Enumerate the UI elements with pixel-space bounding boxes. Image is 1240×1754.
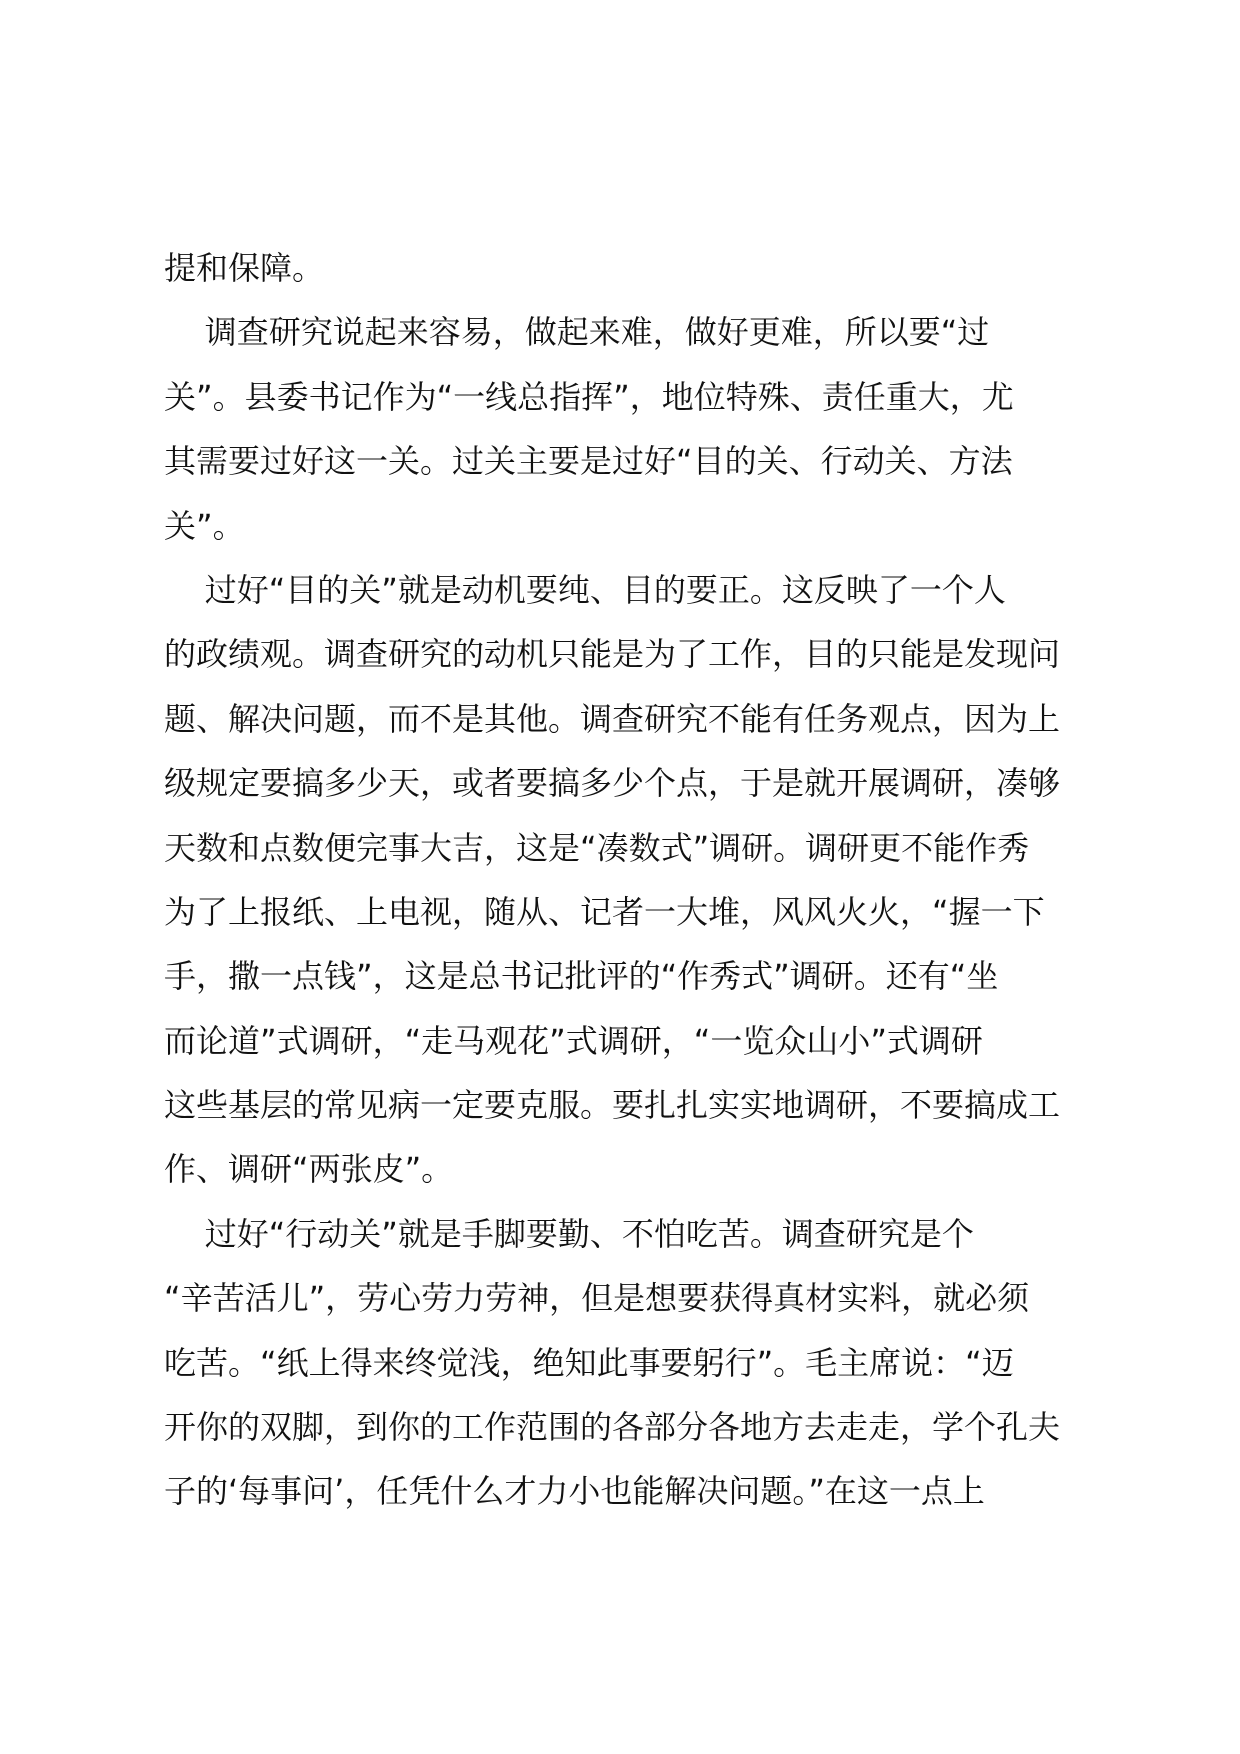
text-line: 过好“行动关”就是手脚要勤、不怕吃苦。调查研究是个 <box>164 1214 974 1253</box>
text-line: 级规定要搞多少天，或者要搞多少个点，于是就开展调研，凑够 <box>164 764 1061 803</box>
text-line: 开你的双脚，到你的工作范围的各部分各地方去走走，学个孔夫 <box>164 1408 1061 1447</box>
text-line: 为了上报纸、上电视，随从、记者一大堆，风风火火，“握一下 <box>164 892 1045 931</box>
text-line: 其需要过好这一关。过关主要是过好“目的关、行动关、方法 <box>164 442 1013 481</box>
text-line: 的政绩观。调查研究的动机只能是为了工作，目的只能是发现问 <box>164 635 1061 674</box>
text-line: 而论道”式调研，“走马观花”式调研，“一览众山小”式调研 <box>164 1021 983 1060</box>
text-line: “辛苦活儿”，劳心劳力劳神，但是想要获得真材实料，就必须 <box>164 1279 1030 1318</box>
text-line: 手，撒一点钱”，这是总书记批评的“作秀式”调研。还有“坐 <box>164 957 999 996</box>
text-line: 关”。 <box>164 506 245 545</box>
text-line: 题、解决问题，而不是其他。调查研究不能有任务观点，因为上 <box>164 699 1061 738</box>
body-text <box>164 236 1104 1524</box>
text-line: 天数和点数便完事大吉，这是“凑数式”调研。调研更不能作秀 <box>164 828 1030 867</box>
text-line: 吃苦。“纸上得来终觉浅，绝知此事要躬行”。毛主席说：“迈 <box>164 1343 1014 1382</box>
text-line: 过好“目的关”就是动机要纯、目的要正。这反映了一个人 <box>164 570 1006 609</box>
text-line: 这些基层的常见病一定要克服。要扎扎实实地调研，不要搞成工 <box>164 1086 1061 1125</box>
text-line: 子的‘每事问’，任凭什么才力小也能解决问题。”在这一点上 <box>164 1472 985 1511</box>
text-line: 提和保障。 <box>164 249 325 287</box>
text-line: 调查研究说起来容易，做起来难，做好更难，所以要“过 <box>164 313 990 352</box>
text-line: 作、调研“两张皮”。 <box>164 1150 454 1189</box>
text-line: 关”。县委书记作为“一线总指挥”，地位特殊、责任重大，尤 <box>164 377 1014 416</box>
